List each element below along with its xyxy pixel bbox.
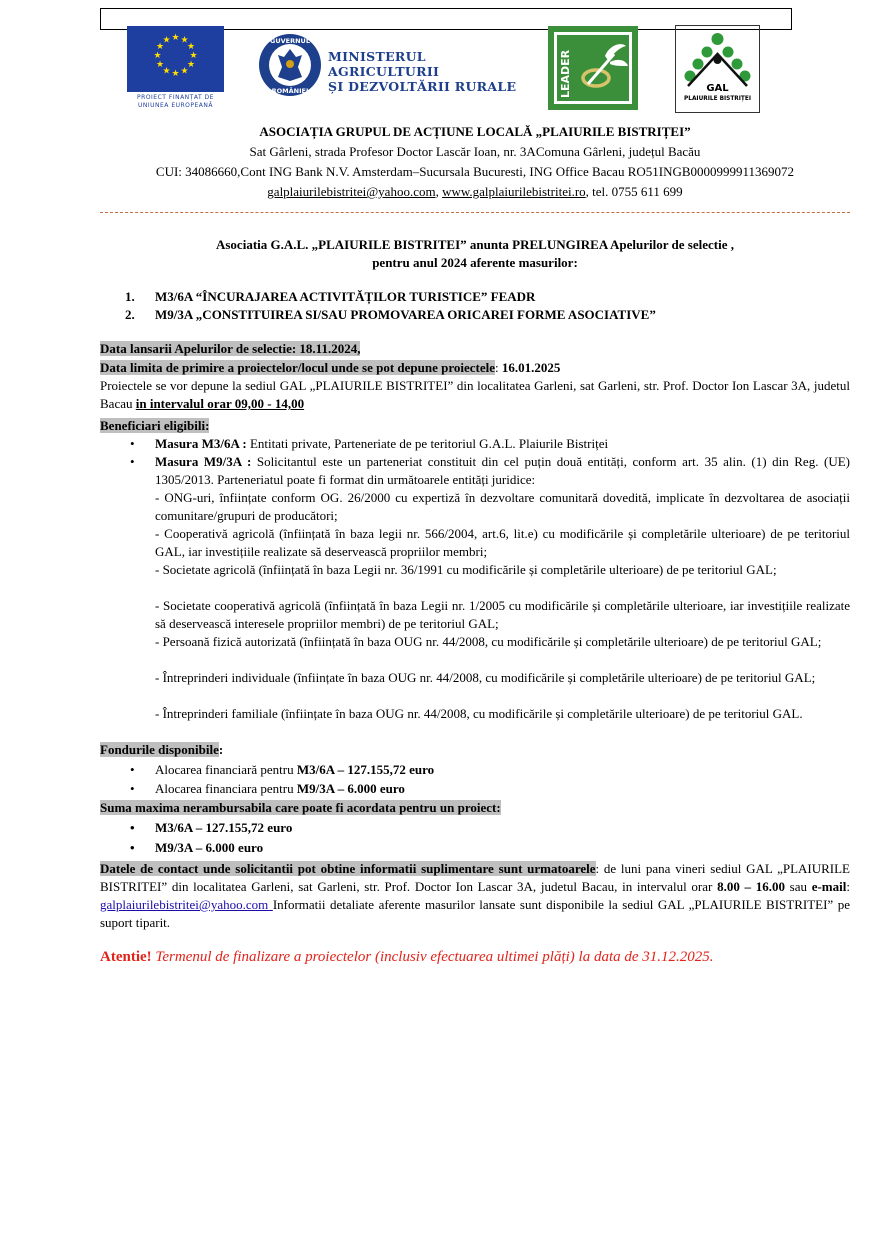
- attention-note: [100, 947, 850, 967]
- gal-logo-name: GAL: [706, 83, 729, 94]
- gal-logo: [675, 25, 760, 113]
- eu-logo: [127, 26, 224, 110]
- bullet-icon: •: [130, 781, 135, 796]
- fund-item: [130, 780, 850, 798]
- announce-line2: pentru anul 2024 aferente masurilor:: [372, 255, 578, 270]
- entity-item: - Întreprinderi familiale (înființate în baza OUG nr. 44/2008, cu modificările și completările ulterioare) de pe teritoriul GAL.: [155, 706, 803, 721]
- m36-label: Masura M3/6A :: [155, 436, 247, 451]
- svg-text:★: ★: [186, 60, 196, 70]
- beneficiary-m36: [130, 435, 850, 453]
- contact-heading: Datele de contact unde solicitantii pot obtine informatii suplimentare sunt urmatoarele: [100, 861, 596, 876]
- svg-text:★: ★: [180, 35, 189, 46]
- svg-text:★: ★: [171, 69, 180, 79]
- seal-text-bottom: ROMÂNIEI: [271, 87, 309, 95]
- funds-heading-text: Fondurile disponibile: [100, 742, 219, 757]
- bullet-icon: •: [130, 820, 135, 835]
- measure-text-1: M3/6A “ÎNCURAJAREA ACTIVITĂȚILOR TURISTICE” FEADR: [155, 289, 536, 304]
- submit-info: [100, 377, 850, 413]
- contact-email-link[interactable]: galplaiurilebistritei@yahoo.com: [100, 897, 273, 912]
- entity-item: - ONG-uri, înființate conform OG. 26/2000 cu expertiză în dezvoltare comunitară dovedită, implicate în dezvoltarea de asociații comunitare/grupuri de producători;: [155, 490, 850, 523]
- ministry-name-line2: ȘI DEZVOLTĂRII RURALE: [328, 79, 517, 94]
- bullet-icon: •: [130, 762, 135, 777]
- svg-text:★: ★: [153, 51, 162, 61]
- bullet-icon: •: [130, 840, 135, 855]
- leader-icon: [548, 26, 638, 110]
- ministry-logo: [258, 33, 523, 99]
- contact-paragraph: [100, 860, 850, 932]
- fund-item-value: M9/3A – 6.000 euro: [296, 781, 405, 796]
- maxsum-item-text: M9/3A – 6.000 euro: [155, 840, 264, 855]
- deadline-sep: :: [495, 360, 502, 375]
- contact-hours: 8.00 – 16.00: [717, 879, 785, 894]
- contact-text: sau: [784, 879, 812, 894]
- svg-text:★: ★: [171, 33, 180, 43]
- svg-text:★: ★: [162, 35, 171, 46]
- svg-text:★: ★: [162, 66, 171, 77]
- contact-text: : de luni pana vineri sediul GAL „PLAIURILE BISTRITEI” din localitatea Garleni, sat Garleni, str. Prof. Doctor Ion Lascar 3A, judetul Bacau, in intervalul orar: [100, 861, 850, 894]
- ministry-name-line1: MINISTERUL AGRICULTURII: [328, 49, 440, 79]
- org-name: ASOCIAȚIA GRUPUL DE ACȚIUNE LOCALĂ „PLAIURILE BISTRIȚEI”: [259, 124, 691, 139]
- maxsum-heading: [100, 799, 850, 817]
- ministry-name: [328, 49, 523, 94]
- beneficiaries-heading: [100, 417, 850, 435]
- fund-item-value: M3/6A – 127.155,72 euro: [296, 762, 435, 777]
- svg-text:★: ★: [189, 51, 198, 61]
- deadline-label: Data limita de primire a proiectelor/locul unde se pot depune proiectele: [100, 360, 496, 375]
- org-contacts: [100, 181, 850, 202]
- beneficiary-m93: [130, 453, 850, 489]
- org-phone: , tel. 0755 611 699: [585, 184, 683, 199]
- header-divider: [100, 212, 850, 213]
- submit-text: Proiectele se vor depune la sediul GAL „PLAIURILE BISTRITEI” din localitatea Garleni, sat Garleni, str. Prof. Doctor Ion Lascar 3A, judetul Bacau: [100, 378, 850, 411]
- fund-item: [130, 761, 850, 779]
- measure-num-2: 2.: [125, 307, 135, 322]
- svg-text:★: ★: [180, 66, 189, 77]
- announce-line1: Asociatia G.A.L. „PLAIURILE BISTRITEI” anunta PRELUNGIREA Apelurilor de selectie ,: [215, 237, 734, 252]
- entity-item: - Societate agricolă (înființată în baza Legii nr. 36/1991 cu modificările și completările ulterioare) de pe teritoriul GAL;: [155, 562, 777, 577]
- fund-item-label: Alocarea financiară pentru: [155, 762, 297, 777]
- contact-text: :: [846, 879, 850, 894]
- logo-strip: [0, 25, 888, 115]
- bullet-icon: •: [130, 454, 135, 469]
- entity-item: - Cooperativă agricolă (înființată în baza legii nr. 566/2004, art.6, lit.e) cu modificările și completările ulterioare) de pe teritoriul GAL, iar investițiile realizate să deservească propriilor membri;: [155, 526, 850, 559]
- attention-text: Termenul de finalizare a proiectelor (inclusiv efectuarea ultimei plăți) la data de 31.12.2025.: [151, 949, 714, 965]
- maxsum-item: [130, 839, 850, 857]
- measure-text-2: M9/3A „CONSTITUIREA SI/SAU PROMOVAREA ORICAREI FORME ASOCIATIVE”: [155, 307, 656, 322]
- org-contacts-sep: ,: [435, 184, 443, 199]
- m36-text: Entitati private, Parteneriate de pe teritoriul G.A.L. Plaiurile Bistriței: [246, 436, 609, 451]
- launch-date-text: Data lansarii Apelurilor de selectie: 18.11.2024,: [100, 341, 361, 356]
- deadline: [100, 359, 850, 377]
- maxsum-item: [130, 819, 850, 837]
- gal-tree-icon: [676, 30, 759, 90]
- svg-text:★: ★: [155, 42, 165, 52]
- gal-logo-sub: PLAIURILE BISTRIȚEI: [684, 96, 751, 102]
- beneficiaries-heading-text: Beneficiari eligibili:: [100, 418, 210, 433]
- org-email-link[interactable]: galplaiurilebistritei@yahoo.com: [267, 184, 436, 199]
- funds-heading-colon: :: [218, 742, 224, 757]
- entity-item: - Persoană fizică autorizată (înființată în baza OUG nr. 44/2008, cu modificările și completările ulterioare) de pe teritoriul GAL;: [155, 634, 822, 649]
- org-bank: CUI: 34086660,Cont ING Bank N.V. Amsterdam–Sucursala Bucuresti, ING Office Bacau RO51INGB0000999911369072: [155, 164, 795, 179]
- m93-text: Solicitantul este un parteneriat constituit din cel puțin două entități, conform art. 35 alin. (1) din Reg. (UE) 1305/2013. Parteneriatul poate fi format din următoarele entități juridice:: [155, 454, 850, 487]
- maxsum-heading-text: Suma maxima nerambursabila care poate fi acordata pentru un proiect:: [100, 800, 501, 815]
- measure-item-2: [125, 306, 656, 324]
- bullet-icon: •: [130, 436, 135, 451]
- measure-num-1: 1.: [125, 289, 135, 304]
- submit-hours: in intervalul orar 09,00 - 14,00: [135, 396, 305, 411]
- svg-text:★: ★: [186, 42, 196, 52]
- entity-item: - Societate cooperativă agricolă (înființată în baza Legii nr. 1/2005 cu modificările și completările ulterioare, iar investițiile realizate să deservească interesele propriilor membri) de pe teritoriul GAL;: [155, 598, 850, 631]
- svg-text:★: ★: [155, 60, 165, 70]
- org-web-link[interactable]: www.galplaiurilebistritei.ro: [442, 184, 586, 199]
- org-address: Sat Gârleni, strada Profesor Doctor Lascăr Ioan, nr. 3AComuna Gârleni, județul Bacău: [249, 144, 701, 159]
- measure-item-1: [125, 288, 535, 306]
- entity-item: - Întreprinderi individuale (înființate în baza OUG nr. 44/2008, cu modificările și completările ulterioare) de pe teritoriul GAL;: [155, 670, 816, 685]
- romania-seal-icon: [258, 33, 322, 97]
- eu-caption-line2: UNIUNEA EUROPEANĂ: [137, 102, 213, 109]
- deadline-date: 16.01.2025: [501, 360, 561, 375]
- eu-caption: [127, 94, 224, 110]
- funds-heading: [100, 741, 850, 759]
- eu-flag-icon: [127, 26, 224, 92]
- seal-text-top: GUVERNUL: [270, 37, 310, 45]
- maxsum-item-text: M3/6A – 127.155,72 euro: [155, 820, 293, 835]
- m93-label: Masura M9/3A :: [155, 454, 252, 469]
- leader-text: LEADER: [559, 49, 572, 98]
- attention-label: Atentie!: [100, 949, 152, 965]
- fund-item-label: Alocarea financiara pentru: [155, 781, 297, 796]
- contact-text: Informatii detaliate aferente masurilor lansate sunt disponibile la sediul GAL „PLAIURILE BISTRITEI” pe suport tiparit.: [100, 897, 850, 930]
- launch-date: [100, 340, 850, 358]
- contact-email-label: e-mail: [811, 879, 847, 894]
- eu-caption-line1: PROIECT FINANȚAT DE: [137, 94, 214, 101]
- leader-logo: [548, 26, 638, 110]
